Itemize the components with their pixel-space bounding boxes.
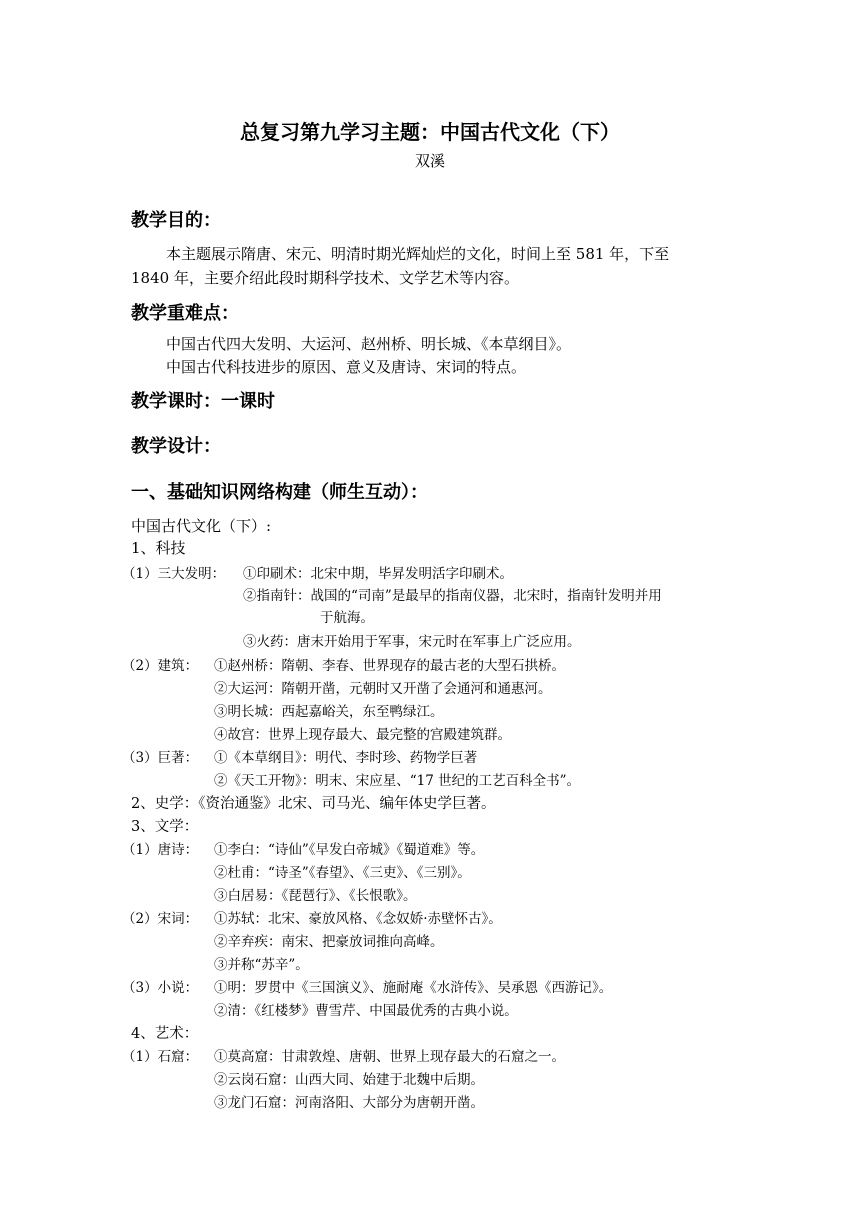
tang-item-3: ③白居易：《琵琶行》、《长恨歌》。 [214, 888, 417, 904]
architecture-item-4: ④故宫：世界上现存最大、最完整的宫殿建筑群。 [214, 727, 511, 743]
invention-gunpowder: ③火药：唐末开始用于军事，宋元时在军事上广泛应用。 [243, 634, 581, 650]
grotto-label: （1）石窟： [122, 1049, 199, 1065]
key-point-2: 中国古代科技进步的原因、意义及唐诗、宋词的特点。 [166, 358, 527, 376]
song-label: （2）宋词： [122, 911, 199, 927]
song-item-1: ①苏轼：北宋、豪放风格、《念奴娇·赤壁怀古》。 [214, 911, 502, 927]
song-item-2: ②辛弃疾：南宋、把豪放词推向高峰。 [214, 934, 444, 950]
invention-compass-line-1: ②指南针：战国的“司南”是最早的指南仪器，北宋时，指南针发明并用 [243, 588, 662, 604]
novel-item-2: ②清：《红楼梦》曹雪芹、中国最优秀的古典小说。 [214, 1003, 518, 1019]
part1-heading: 一、基础知识网络构建（师生互动）： [131, 482, 428, 503]
works-label: （3）巨著： [122, 750, 199, 766]
design-heading: 教学设计： [131, 436, 221, 457]
tang-item-1: ①李白：“诗仙”《早发白帝城》《蜀道难》等。 [214, 842, 485, 858]
key-points-heading: 教学重难点： [131, 303, 239, 324]
key-point-1: 中国古代四大发明、大运河、赵州桥、明长城、《本草纲目》。 [166, 335, 572, 353]
song-item-3: ③并称“苏辛”。 [214, 957, 309, 973]
grotto-item-1: ①莫高窟：甘肃敦煌、唐朝、世界上现存最大的石窟之一。 [214, 1049, 565, 1065]
novel-item-1: ①明：罗贯中《三国演义》、施耐庵《水浒传》、吴承恩《西游记》。 [214, 980, 613, 996]
architecture-label: （2）建筑： [122, 658, 199, 674]
objective-text-line-2: 1840 年，主要介绍此段时期科学技术、文学艺术等内容。 [131, 269, 519, 287]
inventions-label: （1）三大发明： [122, 566, 226, 582]
objective-heading: 教学目的： [131, 210, 221, 231]
invention-compass-line-2: 于航海。 [320, 610, 374, 626]
outline-science: 1、科技 [131, 539, 186, 557]
novel-label: （3）小说： [122, 980, 199, 996]
architecture-item-2: ②大运河：隋朝开凿，元朝时又开凿了会通河和通惠河。 [214, 681, 552, 697]
outline-art: 4、艺术： [131, 1026, 199, 1042]
tang-item-2: ②杜甫：“诗圣”《春望》、《三吏》、《三别》。 [214, 865, 471, 881]
outline-literature: 3、文学： [131, 819, 199, 835]
grotto-item-3: ③龙门石窟：河南洛阳、大部分为唐朝开凿。 [214, 1095, 484, 1111]
document-title: 总复习第九学习主题：中国古代文化（下） [240, 120, 620, 144]
objective-text-line-1: 本主题展示隋唐、宋元、明清时期光辉灿烂的文化，时间上至 581 年，下至 [166, 245, 670, 263]
architecture-item-1: ①赵州桥：隋朝、李春、世界现存的最古老的大型石拱桥。 [214, 658, 565, 674]
author-name: 双溪 [414, 152, 445, 170]
outline-history: 2、史学：《资治通鉴》北宋、司马光、编年体史学巨著。 [131, 796, 496, 812]
outline-root: 中国古代文化（下）: [131, 517, 272, 535]
invention-printing: ①印刷术：北宋中期，毕昇发明活字印刷术。 [243, 566, 513, 582]
grotto-item-2: ②云岗石窟：山西大同、始建于北魏中后期。 [214, 1072, 484, 1088]
architecture-item-3: ③明长城：西起嘉峪关，东至鸭绿江。 [214, 704, 444, 720]
period-heading: 教学课时：一课时 [131, 391, 275, 412]
works-item-2: ②《天工开物》：明末、宋应星、“17 世纪的工艺百科全书”。 [214, 773, 581, 789]
tang-label: （1）唐诗： [122, 842, 199, 858]
works-item-1: ①《本草纲目》：明代、李时珍、药物学巨著 [214, 750, 478, 766]
